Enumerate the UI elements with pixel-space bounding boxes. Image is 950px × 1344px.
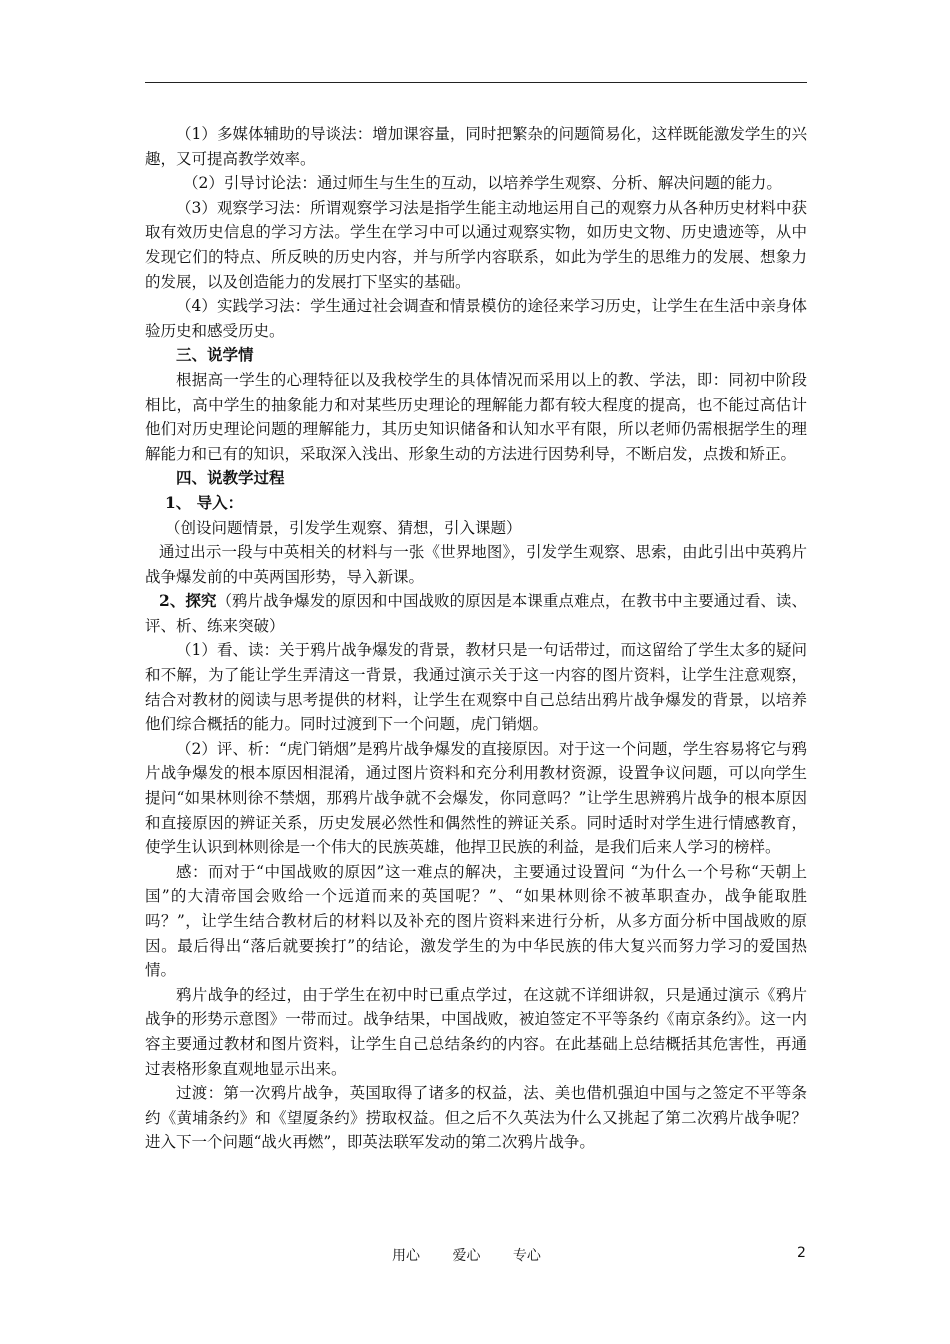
paragraph-multimedia-method: （1）多媒体辅助的导谈法：增加课容量，同时把繁杂的问题简易化，这样既能激发学生的兴趣，又可提高教学效率。 <box>145 125 807 168</box>
paragraph-learners: 根据高一学生的心理特征以及我校学生的具体情况而采用以上的教、学法，即：同初中阶段相比，高中学生的抽象能力和对某些历史理论的理解能力都有较大程度的提高，也不能过高估计他们对历史理论问题的理解能力，其历史知识储备和认知水平有限，所以老师仍需根据学生的理解能力和已有的知识，采取深入浅出、形象生动的方法进行因势利导，不断启发，点拨和矫正。 <box>145 370 807 463</box>
paragraph-evaluate-analyze: （2）评、析：“虎门销烟”是鸦片战争爆发的直接原因。对于这一个问题，学生容易将它与鸦片战争爆发的根本原因相混淆，通过图片资料和充分利用教材资源，设置争议问题，可以向学生提问“如果林则徐不禁烟，那鸦片战争就不会爆发，你同意吗？”让学生思辨鸦片战争的根本原因和直接原因的辨证关系，历史发展必然性和偶然性的辨证关系。同时适时对学生进行情感教育，使学生认识到林则徐是一个伟大的民族英雄，他捍卫民族的利益，是我们后来人学习的榜样。 <box>145 739 807 857</box>
footer-motto-1: 用心 <box>392 1248 420 1264</box>
paragraph-look-read: （1）看、读：关于鸦片战争爆发的背景，教材只是一句话带过，而这留给了学生太多的疑问和不解，为了能让学生弄清这一背景，我通过演示关于这一内容的图片资料，让学生注意观察，结合对教材的阅读与思考提供的材料，让学生在观察中自己总结出鸦片战争爆发的背景，以培养他们综合概括的能力。同时过渡到下一个问题，虎门销烟。 <box>145 641 807 734</box>
paragraph-practice-method: （4）实践学习法：学生通过社会调查和情景模仿的途径来学习历史，让学生在生活中亲身体验历史和感受历史。 <box>145 297 807 340</box>
paragraph-feel: 感：而对于“中国战败的原因”这一难点的解决，主要通过设置问 “为什么一个号称“天朝上国”的大清帝国会败给一个远道而来的英国呢？”、“如果林则徐不被革职查办，战争能取胜吗？”，让学生结合教材后的材料以及补充的图片资料来进行分析，从多方面分析中国战败的原因。最后得出“落后就要挨打”的结论，激发学生的为中华民族的伟大复兴而努力学习的爱国热情。 <box>145 862 807 980</box>
paragraph-explore <box>145 589 807 638</box>
footer-motto <box>392 1245 569 1265</box>
section-heading-process: 四、说教学过程 <box>176 468 285 488</box>
paragraph-observation-method: （3）观察学习法：所谓观察学习法是指学生能主动地运用自己的观察力从各种历史材料中获取有效历史信息的学习方法。学生在学习中可以通过观察实物，如历史文物、历史遗迹等，从中发现它们的特点、所反映的历史内容，并与所学内容联系，如此为学生的思维力的发展、想象力的发展，以及创造能力的发展打下坚实的基础。 <box>145 198 807 291</box>
header-rule <box>145 82 807 83</box>
section-heading-learners: 三、说学情 <box>176 345 254 365</box>
footer-motto-3: 专心 <box>512 1248 541 1264</box>
paragraph-discussion-method: （2）引导讨论法：通过师生与生生的互动，以培养学生观察、分析、解决问题的能力。 <box>183 174 782 193</box>
page-number: 2 <box>797 1245 806 1261</box>
document-body <box>145 122 807 1155</box>
paragraph-transition: 过渡：第一次鸦片战争，英国取得了诸多的权益，法、美也借机强迫中国与之签定不平等条约《黄埔条约》和《望厦条约》捞取权益。但之后不久英法为什么又挑起了第二次鸦片战争呢？进入下一个问题“战火再燃”，即英法联军发动的第二次鸦片战争。 <box>145 1084 807 1152</box>
footer-motto-2: 爱心 <box>452 1248 481 1264</box>
paragraph-explore-text: （鸦片战争爆发的原因和中国战败的原因是本课重点难点，在教书中主要通过看、读、评、析、练来突破） <box>145 592 807 635</box>
paragraph-war-course: 鸦片战争的经过，由于学生在初中时已重点学过，在这就不详细讲叙，只是通过演示《鸦片战争的形势示意图》一带而过。战争结果，中国战败，被迫签定不平等条约《南京条约》。这一内容主要通过教材和图片资料，让学生自己总结条约的内容。在此基础上总结概括其危害性，再通过表格形象直观地显示出来。 <box>145 985 807 1078</box>
subheading-introduction: 1、 导入： <box>165 492 244 512</box>
subheading-explore: 2、探究 <box>159 591 217 611</box>
paragraph-introduction: 通过出示一段与中英相关的材料与一张《世界地图》，引发学生观察、思索，由此引出中英鸦片战争爆发前的中英两国形势，导入新课。 <box>145 543 807 586</box>
paragraph-introduction-note: （创设问题情景，引发学生观察、猜想，引入课题） <box>165 518 522 537</box>
page-footer <box>0 1245 950 1269</box>
